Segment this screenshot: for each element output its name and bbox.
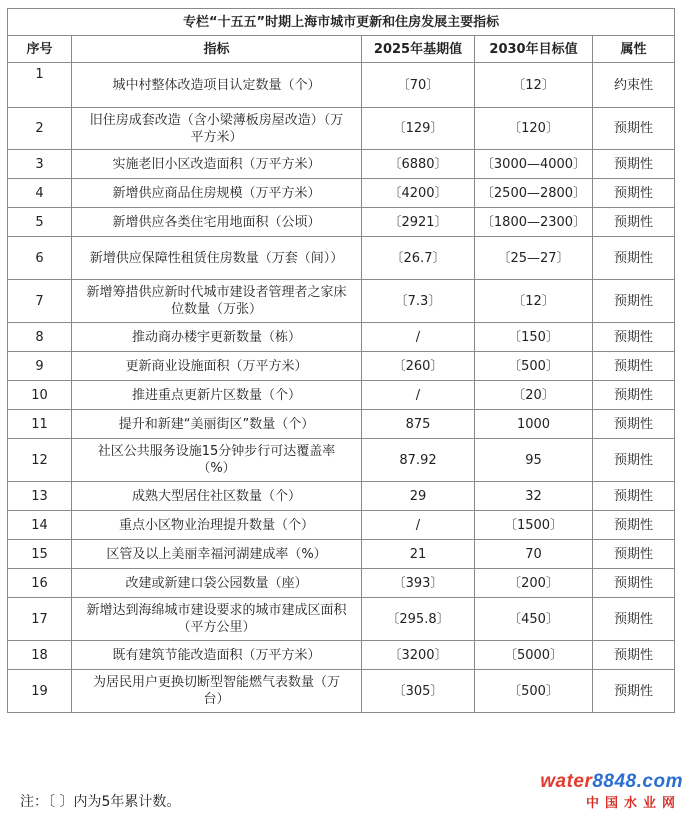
row-indicator: 推动商办楼宇更新数量（栋） [72,323,362,352]
row-attribute: 预期性 [593,323,675,352]
row-target-value: 〔25—27〕 [475,237,593,280]
row-target-value: 95 [475,439,593,482]
table-body [8,63,675,713]
header-indicator: 指标 [72,36,362,63]
row-target-value: 〔20〕 [475,381,593,410]
table-caption: 专栏“十五五”时期上海市城市更新和住房发展主要指标 [8,9,675,36]
row-index: 9 [8,352,72,381]
row-index: 15 [8,540,72,569]
row-indicator: 新增筹措供应新时代城市建设者管理者之家床位数量（万张） [72,280,362,323]
row-index: 19 [8,670,72,713]
row-target-value: 1000 [475,410,593,439]
watermark-logo [540,771,683,811]
table-row [8,381,675,410]
row-base-value: 〔260〕 [362,352,475,381]
row-indicator: 成熟大型居住社区数量（个） [72,482,362,511]
table-row [8,569,675,598]
table-row [8,352,675,381]
row-attribute: 预期性 [593,439,675,482]
table-row [8,540,675,569]
row-base-value: 29 [362,482,475,511]
row-base-value: 〔393〕 [362,569,475,598]
table-row [8,670,675,713]
row-target-value: 70 [475,540,593,569]
row-indicator: 提升和新建“美丽街区”数量（个） [72,410,362,439]
row-indicator: 改建或新建口袋公园数量（座） [72,569,362,598]
table-row [8,323,675,352]
row-attribute: 预期性 [593,352,675,381]
row-target-value: 〔500〕 [475,670,593,713]
header-index: 序号 [8,36,72,63]
row-base-value: 〔2921〕 [362,208,475,237]
row-target-value: 〔1500〕 [475,511,593,540]
row-target-value: 〔12〕 [475,63,593,108]
row-index: 8 [8,323,72,352]
row-indicator: 新增达到海绵城市建设要求的城市建成区面积（平方公里） [72,598,362,641]
table-row [8,108,675,150]
row-base-value: / [362,511,475,540]
row-attribute: 预期性 [593,150,675,179]
table-row [8,208,675,237]
row-target-value: 〔120〕 [475,108,593,150]
row-base-value: 〔305〕 [362,670,475,713]
row-base-value: 〔3200〕 [362,641,475,670]
row-attribute: 预期性 [593,410,675,439]
row-target-value: 〔1800—2300〕 [475,208,593,237]
table-row [8,410,675,439]
row-attribute: 预期性 [593,381,675,410]
row-target-value: 32 [475,482,593,511]
row-index: 12 [8,439,72,482]
table-row [8,511,675,540]
row-base-value: 875 [362,410,475,439]
row-attribute: 预期性 [593,569,675,598]
row-attribute: 预期性 [593,482,675,511]
row-attribute: 预期性 [593,280,675,323]
row-indicator: 新增供应保障性租赁住房数量（万套（间）） [72,237,362,280]
table-wrapper [7,8,674,713]
row-base-value: 21 [362,540,475,569]
row-base-value: / [362,323,475,352]
row-base-value: 〔26.7〕 [362,237,475,280]
row-target-value: 〔450〕 [475,598,593,641]
header-base: 2025年基期值 [362,36,475,63]
row-base-value: 〔6880〕 [362,150,475,179]
row-index: 10 [8,381,72,410]
row-indicator: 为居民用户更换切断型智能燃气表数量（万台） [72,670,362,713]
table-row [8,280,675,323]
row-attribute: 预期性 [593,598,675,641]
row-indicator: 新增供应各类住宅用地面积（公顷） [72,208,362,237]
row-base-value: 〔70〕 [362,63,475,108]
row-index: 5 [8,208,72,237]
row-indicator: 既有建筑节能改造面积（万平方米） [72,641,362,670]
row-attribute: 约束性 [593,63,675,108]
watermark-brand-part2: 8848 [592,771,637,792]
row-index: 17 [8,598,72,641]
row-indicator: 城中村整体改造项目认定数量（个） [72,63,362,108]
row-base-value: 〔7.3〕 [362,280,475,323]
watermark-brand-suffix: .com [636,771,683,792]
row-target-value: 〔500〕 [475,352,593,381]
row-indicator: 实施老旧小区改造面积（万平方米） [72,150,362,179]
row-index: 1 [8,63,72,108]
row-target-value: 〔200〕 [475,569,593,598]
row-attribute: 预期性 [593,108,675,150]
watermark-brand-part1: water [540,771,593,792]
row-indicator: 旧住房成套改造（含小梁薄板房屋改造）（万平方米） [72,108,362,150]
row-index: 4 [8,179,72,208]
row-indicator: 社区公共服务设施15分钟步行可达覆盖率（%） [72,439,362,482]
footnote: 注：〔 〕内为5年累计数。 [20,794,181,810]
row-target-value: 〔12〕 [475,280,593,323]
header-attribute: 属性 [593,36,675,63]
row-indicator: 更新商业设施面积（万平方米） [72,352,362,381]
row-indicator: 区管及以上美丽幸福河湖建成率（%） [72,540,362,569]
row-attribute: 预期性 [593,670,675,713]
row-index: 14 [8,511,72,540]
table-row [8,641,675,670]
row-base-value: 87.92 [362,439,475,482]
row-target-value: 〔150〕 [475,323,593,352]
row-attribute: 预期性 [593,237,675,280]
row-index: 11 [8,410,72,439]
row-index: 16 [8,569,72,598]
row-base-value: 〔295.8〕 [362,598,475,641]
row-attribute: 预期性 [593,641,675,670]
row-index: 13 [8,482,72,511]
row-indicator: 重点小区物业治理提升数量（个） [72,511,362,540]
table-row [8,237,675,280]
row-attribute: 预期性 [593,179,675,208]
row-base-value: 〔4200〕 [362,179,475,208]
row-indicator: 新增供应商品住房规模（万平方米） [72,179,362,208]
row-attribute: 预期性 [593,540,675,569]
header-row [8,36,675,63]
table-row [8,598,675,641]
table-row [8,179,675,208]
row-index: 18 [8,641,72,670]
row-indicator: 推进重点更新片区数量（个） [72,381,362,410]
table-row [8,482,675,511]
row-attribute: 预期性 [593,511,675,540]
row-index: 6 [8,237,72,280]
row-index: 2 [8,108,72,150]
table-row [8,63,675,108]
row-index: 3 [8,150,72,179]
row-target-value: 〔3000—4000〕 [475,150,593,179]
table-row [8,439,675,482]
row-target-value: 〔5000〕 [475,641,593,670]
header-target: 2030年目标值 [475,36,593,63]
row-index: 7 [8,280,72,323]
row-target-value: 〔2500—2800〕 [475,179,593,208]
watermark-brand [540,771,683,793]
row-base-value: 〔129〕 [362,108,475,150]
row-base-value: / [362,381,475,410]
caption-row [8,9,675,36]
table-row [8,150,675,179]
row-attribute: 预期性 [593,208,675,237]
watermark-name: 中国水业网 [585,796,681,811]
indicator-table [7,8,675,713]
